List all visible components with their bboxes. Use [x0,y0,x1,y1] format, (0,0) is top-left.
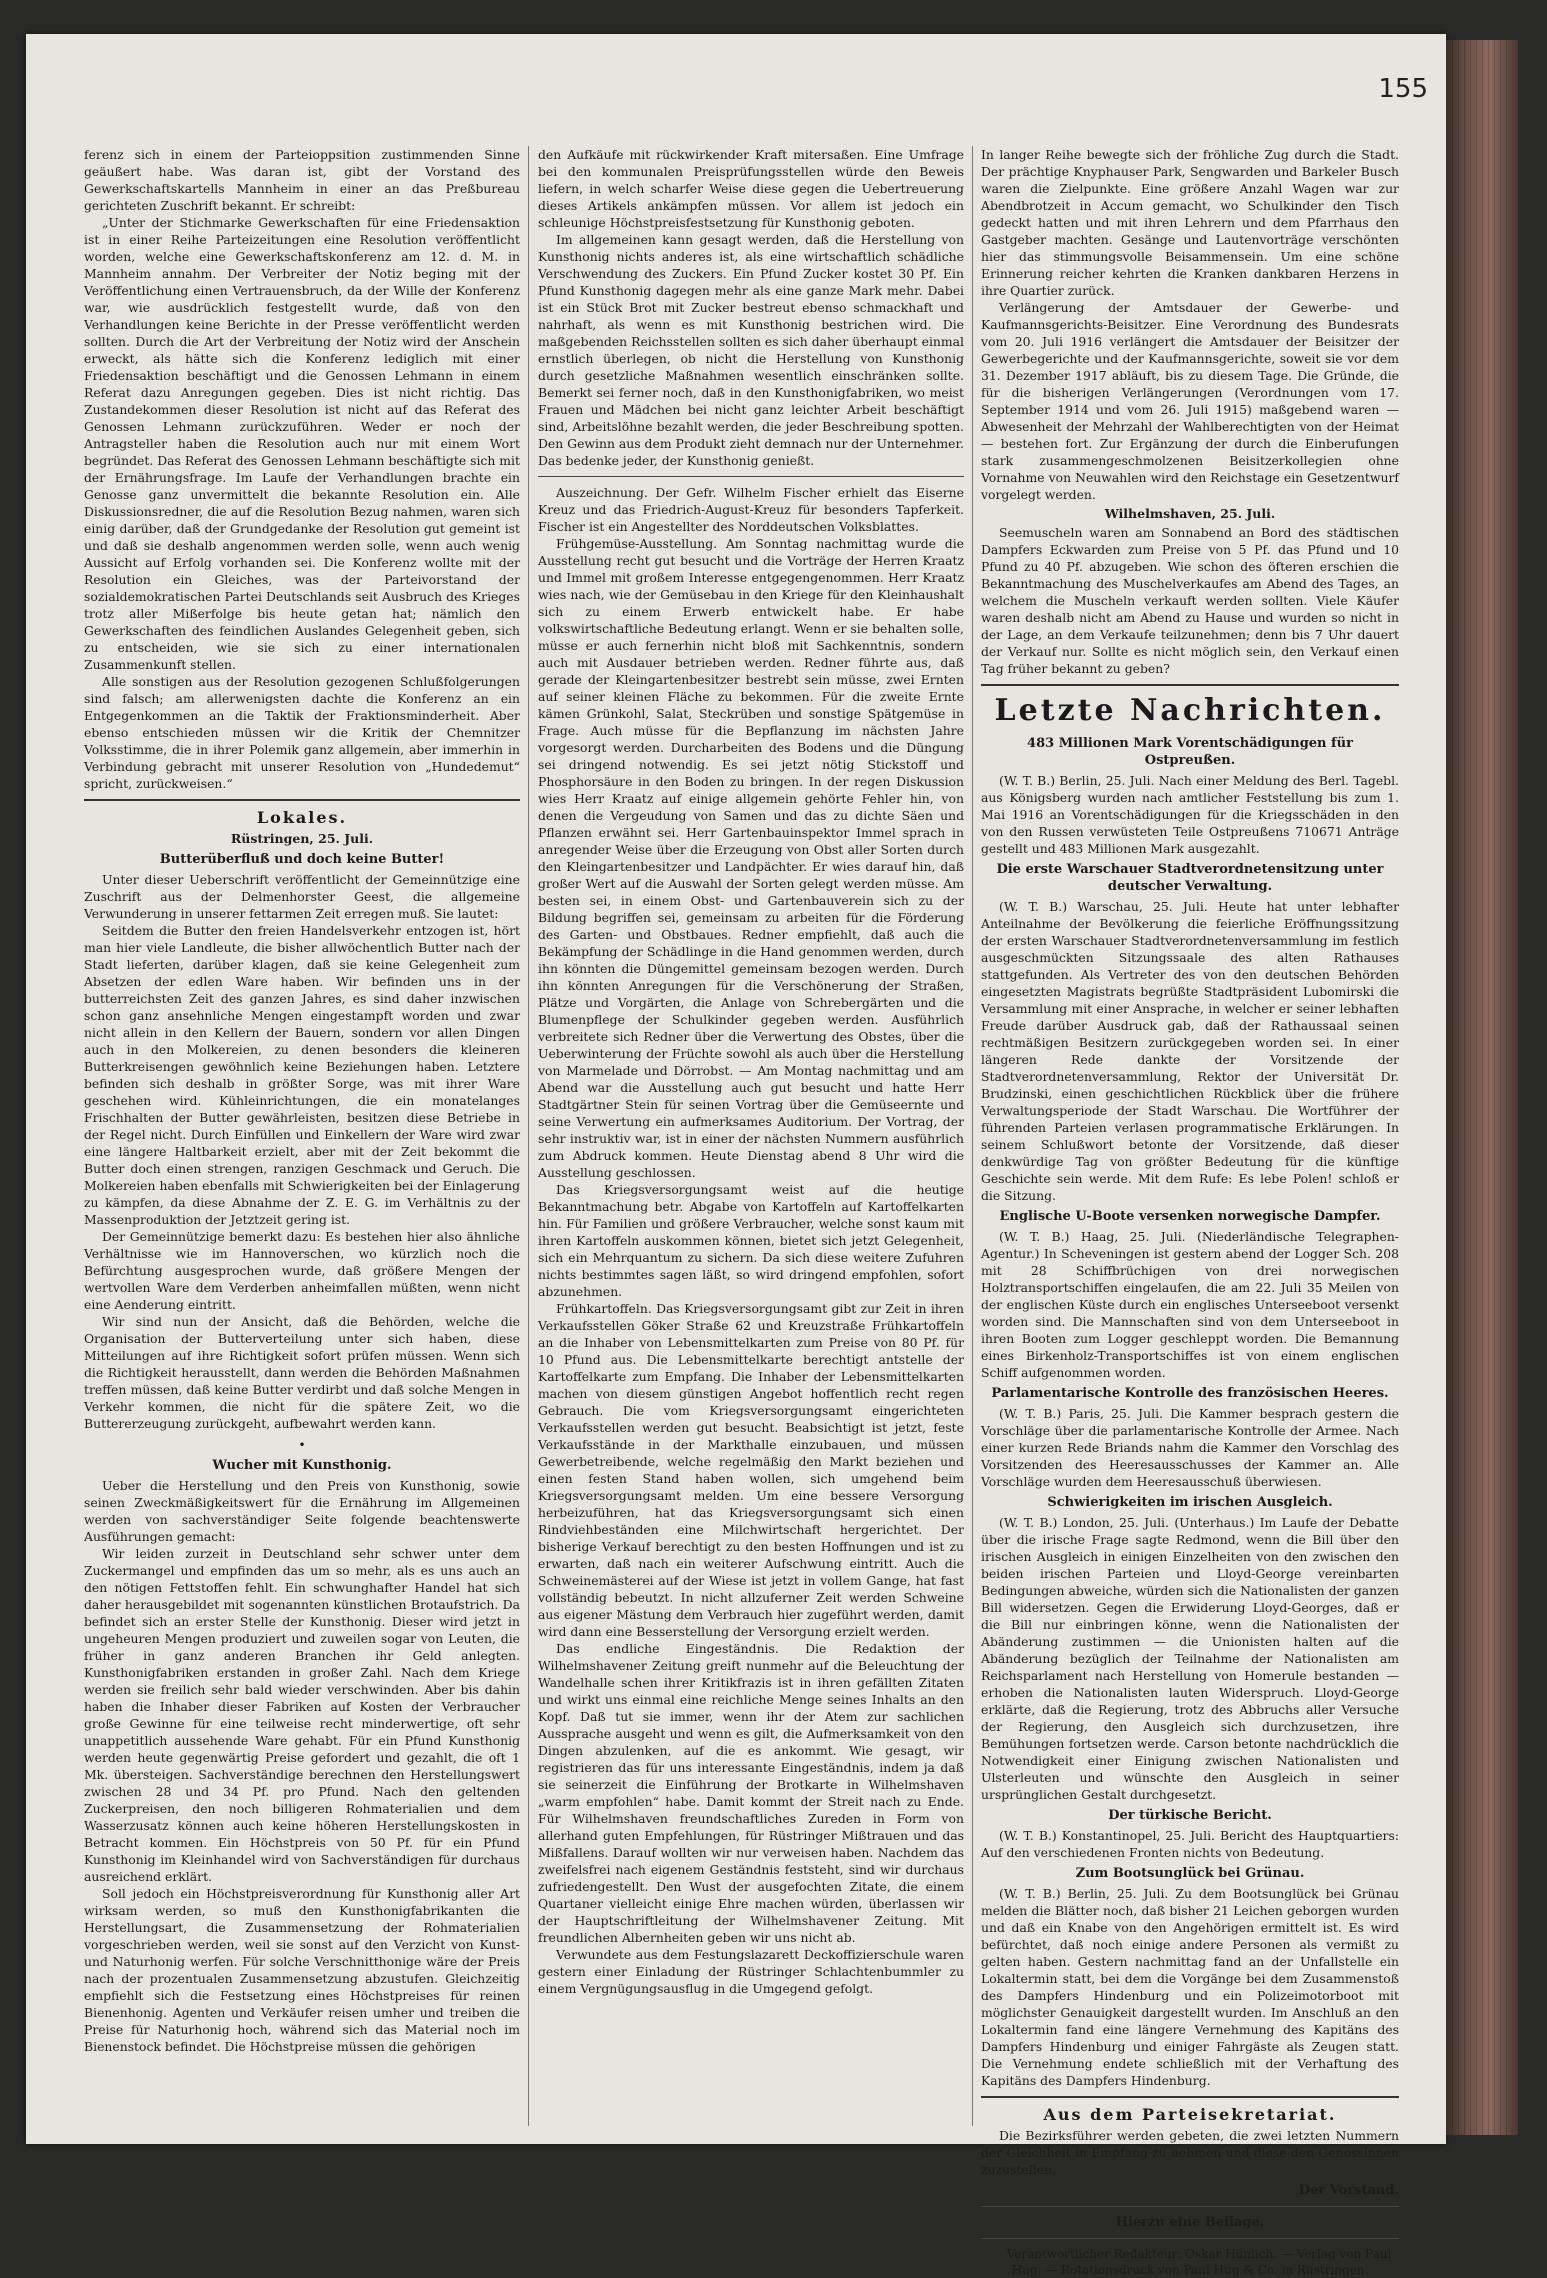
article-paragraph: In langer Reihe bewegte sich der fröhliche Zug durch die Stadt. Der prächtige Knyphauser Park, Sengwarden und Barkeler Busch waren die Zielpunkte. Eine größere Anzahl Wagen war zur Abendbrotzeit in Accum gemacht, wo Schulkinder den Tisch gedeckt hatten und mit ihren Lehrern und dem Pfarrhaus den Gastgeber machten. Gesänge und Lautenvorträge verschönten hier das stimmungsvolle Beisammensein. Um eine schöne Erinnerung reicher kehrten die Kranken dankbaren Herzens in ihre Quartier zurück. [981,147,1399,298]
news-item: Seemuscheln waren am Sonnabend an Bord des städtischen Dampfers Eckwarden zum Preise von 5 Pf. das Pfund und 10 Pfund zu 40 Pf. abzugeben. Wie schon des öfteren erschien die Bekanntmachung des Muschelverkaufes am Abend des Tages, an welchem die Muscheln verkauft werden sollten. Viele Käufer waren deshalb nicht am Abend zu Hause und wurden so nicht in der Lage, an dem Verkaufe teilzunehmen; denn bis 7 Uhr dauert der Verkauf nur. Sollte es nicht möglich sein, den Verkauf einen Tag früher bekannt zu geben? [981,525,1399,676]
news-item: Auszeichnung. Der Gefr. Wilhelm Fischer erhielt das Eiserne Kreuz und das Friedrich-August-Kreuz für besonders Tapferkeit. Fischer ist ein Angestellter des Norddeutschen Volksblattes. [538,485,964,534]
imprint: Verantwortlicher Redakteur: Oskar Hünlich. — Verlag von Paul Hug. — Rotationsdruck von Paul Hug & Co. in Rüstringen. [1006,2247,1392,2277]
article-paragraph: Der Gemeinnützige bemerkt dazu: Es bestehen hier also ähnliche Verhältnisse wie im Hannoverschen, wo kürzlich noch die Befürchtung ausgesprochen wurde, daß größere Mengen der wertvollen Ware dem Verderben anheimfallen müßten, wenn nicht eine Aenderung eintritt. [84,1229,520,1312]
news-heading: 483 Millionen Mark Vorentschädigungen für Ostpreußen. [1027,736,1353,768]
page-number: 155 [1378,74,1428,104]
news-item: (W. T. B.) Berlin, 25. Juli. Nach einer Meldung des Berl. Tagebl. aus Königsberg wurden nach amtlicher Feststellung bis zum 1. Mai 1916 an Vorentschädigungen für die Kriegsschäden in den von den Russen verwüsteten Teile Ostpreußens 710671 Anträge gestellt und 483 Millionen Mark ausgezahlt. [981,773,1399,856]
news-item: (W. T. B.) Konstantinopel, 25. Juli. Bericht des Hauptquartiers: Auf den verschiedenen Fronten nichts von Bedeutung. [981,1828,1399,1860]
section-rule [84,799,520,801]
article-paragraph: Seitdem die Butter den freien Handelsverkehr entzogen ist, hört man hier viele Landleute, die bisher allwöchentlich Butter nach der Stadt lieferten, darüber klagen, daß sie keine Gelegenheit zum Absetzen der edlen Ware haben. Wir befinden uns in der butterreichsten Zeit des ganzen Jahres, es sind daher inzwischen schon ganz ansehnliche Mengen eingestampft worden und zwar nicht allein in den Kellern der Bauern, sondern vor allen Dingen auch in den Molkereien, zu denen besonders die kleineren Butterkreisengen gewöhnlich keine Beziehungen haben. Letztere befinden sich deshalb in größter Sorge, was mit ihrer Ware geschehen wird. Kühleinrichtungen, die ein monatelanges Frischhalten der Butter gewährleisten, besitzen diese Betriebe in der Regel nicht. Durch Einfüllen und Einkellern der Ware wird zwar eine längere Haltbarkeit erzielt, aber mit der Zeit bekommt die Butter doch einen strengen, ranzigen Geschmack und Geruch. Die Molkereien haben ebenfalls mit Schwierigkeiten bei der Einlagerung zu kämpfen, da diese Abnahme der Z. E. G. im Verhältnis zu der Massenproduktion der Jetztzeit gering ist. [84,923,520,1227]
news-heading: Die erste Warschauer Stadtverordnetensitzung unter deutscher Verwaltung. [996,862,1384,894]
news-item: (W. T. B.) Paris, 25. Juli. Die Kammer besprach gestern die Vorschläge über die parlamentarische Kontrolle der Armee. Nach einer kurzen Rede Briands nahm die Kammer den Vorschlag des Vorsitzenden des Heeresausschusses der Kammer an. Alle Vorschläge wurden dem Heeresausschuß überwiesen. [981,1406,1399,1489]
column-2 [538,146,964,2126]
section-rule [538,476,964,477]
article-paragraph: Wir leiden zurzeit in Deutschland sehr schwer unter dem Zuckermangel und empfinden das um so mehr, als es uns auch an den nötigen Fettstoffen fehlt. Ein schwunghafter Handel hat sich daher herausgebildet mit sogenannten künstlichen Brotaufstrich. Da befindet sich an erster Stelle der Kunsthonig. Dieser wird jetzt in ungeheuren Mengen produziert und zuweilen sogar von Leuten, die früher in ganz anderen Branchen ihr Geld anlegten. Kunsthonigfabriken erstanden in großer Zahl. Nach dem Kriege werden sie freilich sehr bald wieder verschwinden. Aber bis dahin haben die Inhaber dieser Fabriken auf Kosten der Verbraucher große Gewinne für eine teilweise recht minderwertige, oft sehr unappetitlich aussehende Ware gehabt. Für ein Pfund Kunsthonig werden heute gegenwärtig Preise gefordert und gezahlt, die oft 1 Mk. übersteigen. Sachverständige berechnen den Herstellungswert zwischen 28 und 34 Pf. pro Pfund. Nach den geltenden Zuckerpreisen, den noch billigeren Rohmaterialien und dem Wasserzusatz können auch keine höheren Herstellungskosten in Betracht kommen. Ein Höchstpreis von 50 Pf. für ein Pfund Kunsthonig im Kleinhandel wird von Sachverständigen für durchaus ausreichend erklärt. [84,1546,520,1884]
column-divider [972,146,973,2126]
news-item: Frühkartoffeln. Das Kriegsversorgungsamt gibt zur Zeit in ihren Verkaufsstellen Göker Straße 62 und Kreuzstraße Frühkartoffeln an die Inhaber von Lebensmittelkarten zum Preise von 80 Pf. für 10 Pfund aus. Die Lebensmittelkarte berechtigt antstelle der Kartoffelkarte zum Empfang. Die Inhaber der Lebensmittelkarten machen von diesem günstigen Angebot hoffentlich recht regen Gebrauch. Die vom Kriegsversorgungsamt eingerichteten Verkaufsstellen werden gut besucht. Beabsichtigt ist jetzt, feste Verkaufsstände in der Markthalle einzubauen, und müssen Gewerbetreibende, welche regelmäßig den Markt beziehen und einen festen Stand haben wollen, sich umgehend beim Kriegsversorgungsamt melden. Um eine bessere Versorgung herbeizuführen, hat das Kriegsversorgungsamt sich einen Rindviehbeständen eine Milchwirtschaft hergerichtet. Der bisherige Verkauf berechtigt zu den besten Hoffnungen und ist zu erwarten, daß nach ein weiterer Aufschwung eintritt. Auch die Schweinemästerei auf der Wiese ist jetzt in vollem Gange, hat fast vollständig bebeutzt. In nicht allzuferner Zeit werden Schweine aus eigener Mästung dem Verbrauch hier zugeführt werden, damit wird dann eine Besserstellung der Versorgung erzielt werden. [538,1301,964,1639]
section-rule [981,2206,1399,2207]
article-heading: Wucher mit Kunsthonig. [212,1458,392,1473]
article-paragraph: Soll jedoch ein Höchstpreisverordnung für Kunsthonig aller Art wirksam werden, so muß den Kunsthonigfabrikanten die Herstellungsart, die Zusammensetzung der Rohmaterialien vorgeschrieben werden, weil sie sonst auf den Verzicht von Kunst- und Naturhonig werfen. Für solche Verschnitthonige wäre der Preis nach der prozentualen Zusammensetzung abzustufen. Gleichzeitig empfiehlt sich die Festsetzung eines Höchstpreises für reinen Bienenhonig. Agenten und Verkäufer reisen umher und treiben die Preise für Naturhonig hoch, während sich das Material noch im Bienenstock befindet. Die Höchstpreise müssen die gehörigen [84,1886,520,2054]
news-item: (W. T. B.) Haag, 25. Juli. (Niederländische Telegraphen-Agentur.) In Scheveningen ist gestern abend der Logger Sch. 208 mit 28 Schiffbrüchigen von drei norwegischen Holztransportschiffen eingelaufen, die am 22. Juli 35 Meilen von der englischen Küste durch ein englisches Unterseeboot versenkt worden sind. Die Mannschaften sind von dem Unterseeboot in ihren Booten zum Logger geschleppt worden. Die Bemannung eines Birkenholz-Transportschiffes ist von einem englischen Schiff aufgenommen worden. [981,1229,1399,1380]
section-heading-letzte-nachrichten: Letzte Nachrichten. [994,693,1386,728]
dateline: Wilhelmshaven, 25. Juli. [1104,506,1276,521]
article-paragraph: Unter dieser Ueberschrift veröffentlicht der Gemeinnützige eine Zuschrift aus der Delmenhorster Geest, die allgemeine Verwunderung in unserer fettarmen Zeit erregen muß. Sie lautet: [84,872,520,921]
article-paragraph: Ueber die Herstellung und den Preis von Kunsthonig, sowie seinen Zweckmäßigkeitswert für die Ernährung im Allgemeinen werden von sachverständiger Seite folgende beachtenswerte Ausführungen gemacht: [84,1478,520,1544]
news-heading: Der türkische Bericht. [1108,1808,1272,1823]
news-item: (W. T. B.) London, 25. Juli. (Unterhaus.) Im Laufe der Debatte über die irische Frage sagte Redmond, wenn die Bill über den irischen Ausgleich in einigen Einzelheiten von den zwischen den beiden irischen Parteien und Lloyd-George vereinbarten Bedingungen abweiche, würden sich die Nationalisten der ganzen Bill widersetzen. Gegen die Erwiderung Lloyd-Georges, daß er die Bill nur einbringen könne, wenn die Nationalisten der Abänderung zustimmen — die Unionisten halten auf die Abänderung bezüglich der Teilnahme der Nationalisten am Reichsparlament nach Herstellung von Homerule bestanden — erhoben die Nationalisten lauten Widerspruch. Lloyd-George erklärte, daß die Regierung, trotz des Abbruchs aller Versuche der Regierung, den Ausgleich sich durchzusetzen, ihre Bemühungen fortsetzen werde. Carson betonte nachdrücklich die Notwendigkeit einer Einigung zwischen Nationalisten und Ulsterleuten und wünschte den Ausgleich in seiner ursprünglichen Gestalt durchgesetzt. [981,1515,1399,1802]
news-heading: Englische U-Boote versenken norwegische Dampfer. [999,1209,1381,1224]
news-heading: Parlamentarische Kontrolle des französischen Heeres. [991,1386,1389,1401]
separator-dot: • [298,1437,306,1452]
book-page-edges [1452,40,1512,2135]
news-item: Frühgemüse-Ausstellung. Am Sonntag nachmittag wurde die Ausstellung recht gut besucht und die Vorträge der Herren Kraatz und Immel mit großem Interesse entgegengenommen. Herr Kraatz wies nach, wie der Gemüsebau in den Kriege für den Kleinhaushalt sich zu einem Erwerb entwickelt habe. Er habe volkswirtschaftliche Bedeutung erlangt. Wenn er sie behalten solle, müsse er auch fernerhin nicht bloß mit Sachkenntnis, sondern auch mit Ausdauer betrieben werden. Redner führte aus, daß gerade der Kleingartenbesitzer bestrebt sein müsse, zwei Ernten auf seiner kleinen Fläche zu bekommen. Für die zweite Ernte kämen Grünkohl, Salat, Steckrüben und sonstige Spätgemüse in Frage. Auch müsse für die Bepflanzung im nächsten Jahre vorgesorgt werden. Durcharbeiten des Bodens und die Düngung sei dringend notwendig. Es sei jetzt nötig Stickstoff und Phosphorsäure in den Boden zu bringen. In der regen Diskussion wies Herr Kraatz auf einige allgemein gehörte Fehler hin, von denen die Vergeudung von Samen und das zu dichte Säen und Pflanzen erwähnt sei. Herr Gartenbauinspektor Immel sprach in anregender Weise über die Erzeugung von Obst aller Sorten durch den Kleingartenbesitzer und Landpächter. Er wies darauf hin, daß großer Wert auf die Auswahl der Sorten gelegt werden müsse. Am besten sei, in einem Obst- und Gartenbauverein sich zu der Bildung begriffen sei, gemeinsam zu arbeiten für die Förderung des Garten- und Obstbaues. Redner empfiehlt, daß auch die Bekämpfung der Schädlinge in die Hand genommen werden, durch ihn könnten die Düngemittel gemeinsam bezogen werden. Durch ihn könnten Anregungen für die Verschönerung der Straßen, Plätze und Vorgärten, die Anlage von Schrebergärten und die Blumenpflege der Schulkinder gegeben werden. Ausführlich verbreitete sich Redner über die Verwertung des Obstes, über die Ueberwinterung der Früchte sowohl als auch über die Herstellung von Marmelade und Dörrobst. — Am Montag nachmittag und am Abend war die Ausstellung auch gut besucht und hatte Herr Stadtgärtner Stein für seinen Vortrag über die Gemüseernte und seine Verwertung ein aufmerksames Auditorium. Der Vortrag, der sehr instruktiv war, ist in einer der nächsten Nummern ausführlich zum Abdruck kommen. Heute Dienstag abend 8 Uhr wird die Ausstellung geschlossen. [538,536,964,1180]
article-paragraph: Wir sind nun der Ansicht, daß die Behörden, welche die Organisation der Butterverteilung unter sich haben, diese Mitteilungen auf ihre Richtigkeit sofort prüfen müssen. Wenn sich die Richtigkeit herausstellt, dann werden die Behörden Maßnahmen treffen müssen, daß keine Butter verdirbt und daß solche Mengen in Verkehr kommen, die nicht für die spätere Zeit, wo die Buttererzeugung zurückgeht, aufbewahrt werden kann. [84,1314,520,1431]
news-heading: Schwierigkeiten im irischen Ausgleich. [1047,1495,1333,1510]
column-3 [981,146,1399,2277]
article-paragraph: „Unter der Stichmarke Gewerkschaften für eine Friedensaktion ist in einer Reihe Parteizeitungen eine Resolution veröffentlicht worden, welche eine Gewerkschaftskonferenz am 12. d. M. in Mannheim annahm. Der Verbreiter der Notiz beging mit der Veröffentlichung einen Vertrauensbruch, da der Wille der Konferenz war, wie ausdrücklich festgestellt wurde, daß von den Verhandlungen keine Berichte in der Presse veröffentlicht werden sollten. Durch die Art der Verbreitung der Notiz wird der Anschein erweckt, als hätte sich die Konferenz lediglich mit einer Friedensaktion beschäftigt und die Genossen Lehmann in einem Referat dazu Anregungen gegeben. Dies ist nicht richtig. Das Zustandekommen dieser Resolution ist nicht auf das Referat des Genossen Lehmann zurückzuführen. Weder er noch der Antragsteller haben die Resolution auch nur mit einem Wort begründet. Das Referat des Genossen Lehmann beschäftigte sich mit der Ernährungsfrage. Im Laufe der Verhandlungen brachte ein Genosse ganz unvermittelt die bekannte Resolution ein. Alle Diskussionsredner, die auf die Resolution Bezug nahmen, waren sich einig darüber, daß der Grundgedanke der Resolution gut gemeint ist und daß sie deshalb angenommen werden solle, wenn auch wenig Aussicht auf Erfolg vorhanden sei. Die Konferenz wollte mit der Resolution ein Gleiches, was der Parteivorstand der sozialdemokratischen Partei Deutschlands seit Ausbruch des Krieges trotz aller Mißerfolge bis heute getan hat; nämlich den Gewerkschaften des feindlichen Auslandes Gelegenheit geben, sich zu entscheiden, wie sie sich zu einer internationalen Zusammenkunft stellen. [84,215,520,672]
section-heading-parteisekretariat: Aus dem Parteisekretariat. [1043,2105,1337,2124]
supplement-note: Hierzu eine Beilage. [1115,2215,1265,2230]
section-rule [981,684,1399,686]
news-item: Die Bezirksführer werden gebeten, die zwei letzten Nummern der Gleichheit in Empfang zu nehmen und diese den Genossinnen zuzustellen. [981,2128,1399,2177]
news-item: Das endliche Eingeständnis. Die Redaktion der Wilhelmshavener Zeitung greift nunmehr auf die Beleuchtung der Wandelhalle schen ihrer Kritikfrazis ist in ihren gefällten Zitaten und wirkt uns einmal eine reichliche Menge seines Inhalts an den Kopf. Daß tut sie immer, wenn ihr der Atem zur sachlichen Aussprache ausgeht und wenn es gilt, die Aufmerksamkeit von den Dingen abzulenken, auf die es ankommt. Wie gesagt, wir registrieren das für uns interessante Eingeständnis, indem ja daß sie seinerzeit die Einführung der Brotkarte in Wilhelmshaven „warm empfohlen“ habe. Damit kommt der Streit nach zu Ende. Für Wilhelmshaven freundschaftliches Zureden in Form von allerhand guten Empfehlungen, für Rüstringer Mißtrauen und das Mißfallens. Darauf wollten wir nur verweisen haben. Nachdem das zweifelsfrei nach eigenem Geständnis feststeht, sind wir durchaus zufriedengestellt. Den Wust der ausgefochten Zitate, die einem Quartaner vielleicht einige Ehre machen würden, überlassen wir der Hauptschriftleitung der Wilhelmshavener Zeitung. Mit freundlichen Albernheiten geben wir uns nicht ab. [538,1641,964,1945]
article-paragraph: Alle sonstigen aus der Resolution gezogenen Schlußfolgerungen sind falsch; am allerwenigsten dachte die Konferenz an ein Entgegenkommen an die Taktik der Fraktionsminderheit. Aber ebenso entschieden müssen wir die Kritik der Chemnitzer Volksstimme, die in ihrer Polemik ganz allgemein, aber immerhin in Verbindung gebracht mit unserer Resolution von „Hundedemut“ spricht, zurückweisen.“ [84,674,520,791]
news-item: (W. T. B.) Warschau, 25. Juli. Heute hat unter lebhafter Anteilnahme der Bevölkerung die feierliche Eröffnungssitzung der ersten Warschauer Stadtverordnetenversammlung im festlich ausgeschmückten Sitzungssaale des alten Rathauses stattgefunden. Als Vertreter des von den deutschen Behörden eingesetzten Magistrats begrüßte Stadtpräsident Lubomirski die Versammlung mit einer Ansprache, in welcher er seiner lebhaften Freude darüber Ausdruck gab, daß der Rathaussaal seinen rechtmäßigen Besitzern zurückgegeben worden sei. In einer längeren Rede dankte der Vorsitzende der Stadtverordnetenversammlung, Rektor der Universität Dr. Brudzinski, einen geschichtlichen Rückblick über die frühere Verwaltungsperiode der Stadt Warschau. Die Wortführer der führenden Parteien verlasen programmatische Erklärungen. In seinem Schlußwort betonte der Vorsitzende, daß dieser denkwürdige Tag von größter Bedeutung für die künftige Geschichte sein werde. Mit dem Rufe: Es lebe Polen! schloß er die Sitzung. [981,899,1399,1203]
newspaper-page [26,34,1446,2277]
dateline: Rüstringen, 25. Juli. [230,831,374,846]
section-rule [981,2238,1399,2239]
news-item: Verlängerung der Amtsdauer der Gewerbe- und Kaufmannsgerichts-Beisitzer. Eine Verordnung des Bundesrats vom 20. Juli 1916 verlängert die Amtsdauer der Beisitzer der Gewerbegerichte und der Kaufmannsgerichte, soweit sie vor dem 31. Dezember 1917 abläuft, bis zu diesem Tage. Die Gründe, die für die bisherigen Verlängerungen (Verordnungen vom 17. September 1914 und vom 26. Juli 1915) maßgebend waren — Abwesenheit der Mehrzahl der Wahlberechtigten von der Heimat — bestehen fort. Zur Ergänzung der durch die Einberufungen stark zusammengeschmolzenen Beisitzerkollegien ohne Vornahme von Neuwahlen wird den Reichstage ein Gesetzentwurf vorgelegt werden. [981,300,1399,502]
signature: Der Vorstand. [1298,2183,1399,2198]
column-1 [84,146,520,2126]
article-heading: Butterüberfluß und doch keine Butter! [159,852,445,867]
news-heading: Zum Bootsunglück bei Grünau. [1075,1866,1305,1881]
article-paragraph: den Aufkäufe mit rückwirkender Kraft mitersaßen. Eine Umfrage bei den kommunalen Preisprüfungsstellen würde den Beweis liefern, in welch scharfer Weise diese gegen die Uebertreuerung dieses Artikels ankämpfen müssen. Vor allem ist jedoch ein schleunige Höchstpreisfestsetzung für Kunsthonig geboten. [538,147,964,230]
column-divider [528,146,529,2126]
news-item: (W. T. B.) Berlin, 25. Juli. Zu dem Bootsunglück bei Grünau melden die Blätter noch, daß bisher 21 Leichen geborgen wurden und daß ein Knabe von den Angehörigen ermittelt ist. Es wird befürchtet, daß noch einige andere Personen als vermißt zu gelten haben. Gestern nachmittag fand an der Unfallstelle ein Lokaltermin statt, bei dem die Vorgänge bei dem Zusammenstoß des Dampfers Hindenburg und ein Polizeimotorboot mit möglichster Genauigkeit dargestellt wurden. Im Anschluß an den Lokaltermin fand eine längere Vernehmung des Kapitäns des Dampfers Hindenburg und einiger Fahrgäste als Zeugen statt. Die Vernehmung endete schließlich mit der Verhaftung des Kapitäns des Dampfers Hindenburg. [981,1886,1399,2088]
news-item: Verwundete aus dem Festungslazarett Deckoffizierschule waren gestern einer Einladung der Rüstringer Schlachtenbummler zu einem Vergnügungsausflug in die Umgegend gefolgt. [538,1947,964,1996]
article-paragraph: ferenz sich in einem der Parteioppsition zustimmenden Sinne geäußert habe. Was daran ist, gibt der Vorstand des Gewerkschaftskartells Mannheim in einer an das Preßbureau gerichteten Zuschrift bekannt. Er schreibt: [84,147,520,213]
article-paragraph: Im allgemeinen kann gesagt werden, daß die Herstellung von Kunsthonig nichts anderes ist, als eine wirtschaftlich schädliche Verschwendung des Zuckers. Ein Pfund Zucker kostet 30 Pf. Ein Pfund Kunsthonig dagegen mehr als eine ganze Mark mehr. Dabei ist ein Stück Brot mit Zucker bestreut ebenso schmackhaft und nahrhaft, als wenn es mit Kunsthonig bestrichen wird. Die maßgebenden Reichsstellen sollten es sich daher überhaupt einmal ernstlich überlegen, ob nicht die Herstellung von Kunsthonig durch gesetzliche Maßnahmen wesentlich einschränken sollte. Bemerkt sei ferner noch, daß in den Kunsthonigfabriken, wo meist Frauen und Mädchen bei nicht ganz leichter Arbeit beschäftigt sind, Arbeitslöhne bezahlt werden, die jeder Beschreibung spotten. Den Gewinn aus dem Produkt zieht demnach nur der Unternehmer. Das bedenke jeder, der Kunsthonig genießt. [538,232,964,468]
news-item: Das Kriegsversorgungsamt weist auf die heutige Bekanntmachung betr. Abgabe von Kartoffeln auf Kartoffelkarten hin. Für Familien und größere Verbraucher, welche sonst kaum mit ihren Kartoffeln auskommen können, bietet sich jetzt Gelegenheit, sich ein Mehrquantum zu sichern. Da sich diese weitere Zufuhren nichts bestimmtes sagen läßt, so wird dringend empfohlen, sofort abzunehmen. [538,1182,964,1299]
section-heading-lokales: Lokales. [256,808,348,827]
section-rule [981,2096,1399,2098]
